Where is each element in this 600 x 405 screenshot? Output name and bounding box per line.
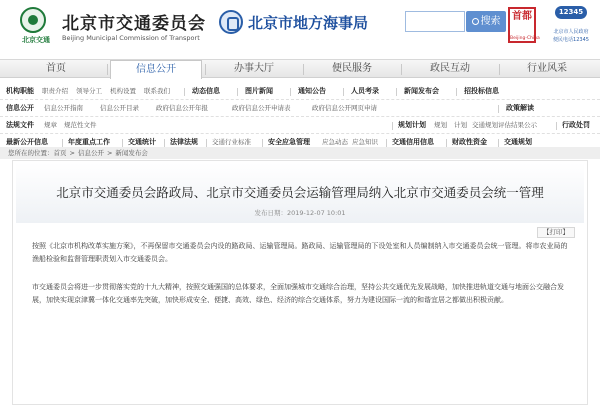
search-input[interactable] bbox=[405, 11, 465, 32]
search-button[interactable] bbox=[466, 11, 506, 32]
sub-nav bbox=[0, 83, 600, 145]
nav-item-services[interactable]: 办事大厅 bbox=[234, 63, 274, 74]
print-button[interactable]: 【打印】 bbox=[537, 227, 575, 238]
subnav-link[interactable]: 应急知识 bbox=[352, 138, 378, 146]
subnav-divider bbox=[446, 139, 447, 147]
subnav-link[interactable]: 图片新闻 bbox=[245, 87, 273, 95]
subnav-divider bbox=[498, 139, 499, 147]
subnav-link[interactable]: 新闻发布会 bbox=[404, 87, 439, 95]
subnav-divider bbox=[206, 139, 207, 147]
hotline-line1: 北京市人民政府 bbox=[553, 29, 589, 35]
subnav-link[interactable]: 信息公开指南 bbox=[44, 104, 83, 112]
search-icon bbox=[472, 18, 479, 25]
site-logo[interactable] bbox=[14, 7, 52, 45]
breadcrumb-separator: > bbox=[69, 149, 75, 157]
hotline-number: 12345 bbox=[555, 6, 587, 19]
logo-emblem-icon bbox=[20, 7, 46, 33]
subnav-link[interactable]: 交通规划评估结果公示 bbox=[472, 121, 537, 129]
subnav-link[interactable]: 领导分工 bbox=[76, 87, 102, 95]
search-button-label: 搜索 bbox=[480, 16, 501, 27]
subnav-divider bbox=[343, 88, 344, 96]
subnav-divider bbox=[556, 122, 557, 130]
subnav-link[interactable]: 交通信用信息 bbox=[392, 138, 434, 146]
nav-item-industry[interactable]: 行业风采 bbox=[527, 63, 567, 74]
subnav-link[interactable]: 法律法规 bbox=[170, 138, 198, 146]
subnav-link[interactable]: 通知公告 bbox=[298, 87, 326, 95]
subnav-divider bbox=[396, 88, 397, 96]
subnav-link[interactable]: 联系我们 bbox=[144, 87, 170, 95]
subnav-link[interactable]: 交通规划 bbox=[504, 138, 532, 146]
subnav-link[interactable]: 规范性文件 bbox=[64, 121, 97, 129]
subnav-divider bbox=[184, 88, 185, 96]
capital-badge-caption: Beijing-China bbox=[510, 36, 540, 41]
subnav-link[interactable]: 安全应急管理 bbox=[268, 138, 310, 146]
subnav-link[interactable]: 职责介绍 bbox=[42, 87, 68, 95]
capital-badge[interactable] bbox=[508, 7, 540, 43]
site-header bbox=[0, 0, 600, 55]
subnav-row bbox=[0, 117, 600, 134]
subnav-link[interactable]: 动态信息 bbox=[192, 87, 220, 95]
subnav-link[interactable]: 规划 bbox=[434, 121, 447, 129]
subnav-divider bbox=[122, 139, 123, 147]
breadcrumb bbox=[0, 147, 600, 159]
subnav-link[interactable]: 信息公开目录 bbox=[100, 104, 139, 112]
nav-divider bbox=[499, 64, 500, 75]
subnav-divider bbox=[290, 88, 291, 96]
article-paragraph: 按照《北京市机构改革实施方案》，不再保留市交通委员会内设的路政局、运输管理局。路政局、运输管理局的下设处室和人员编制纳入市交通委员会统一管理。将市农业局的渔船检验和监督管理职责划入市交通委员会。 bbox=[32, 242, 568, 263]
nav-item-interaction[interactable]: 政民互动 bbox=[430, 63, 470, 74]
nav-divider bbox=[401, 64, 402, 75]
subnav-link[interactable]: 应急动态 bbox=[322, 138, 348, 146]
subnav-link[interactable]: 人员考录 bbox=[351, 87, 379, 95]
subnav-row bbox=[0, 83, 600, 100]
subnav-link[interactable]: 交通统计 bbox=[128, 138, 156, 146]
maritime-seal-icon bbox=[219, 10, 243, 34]
subnav-link[interactable]: 规章 bbox=[44, 121, 57, 129]
nav-divider bbox=[205, 64, 206, 75]
subnav-link[interactable]: 招投标信息 bbox=[464, 87, 499, 95]
subnav-link[interactable]: 机构设置 bbox=[110, 87, 136, 95]
subnav-row bbox=[0, 100, 600, 117]
subnav-link[interactable]: 规划计划 bbox=[398, 121, 426, 129]
nav-item-convenience[interactable]: 便民服务 bbox=[332, 63, 372, 74]
subnav-divider bbox=[392, 122, 393, 130]
breadcrumb-link-current[interactable]: 新闻发布会 bbox=[115, 149, 148, 157]
breadcrumb-link-info[interactable]: 信息公开 bbox=[77, 149, 104, 157]
subnav-link[interactable]: 机构职能 bbox=[6, 87, 34, 95]
capital-badge-text: 首都 bbox=[512, 11, 532, 22]
nav-item-home[interactable]: 首页 bbox=[46, 63, 66, 74]
subnav-link[interactable]: 信息公开 bbox=[6, 104, 34, 112]
breadcrumb-prefix: 您所在的位置： bbox=[8, 149, 54, 157]
subnav-link[interactable]: 政府信息公开申请表 bbox=[232, 104, 291, 112]
article-paragraph: 市交通委员会将进一步贯彻落实党的十九大精神，按照交通强国的总体要求，全面加强城市交通综合治理，坚持公共交通优先发展战略，加快推进轨道交通与地面公交融合发展，加快实现京津冀一体化交通率先突破，加快形成安全、便捷、高效、绿色、经济的综合交通体系，努力为建设国际一流的和谐宜居之都做出积极贡献。 bbox=[32, 283, 564, 304]
subnav-link[interactable]: 政府信息公开网页申请 bbox=[312, 104, 377, 112]
breadcrumb-link-home[interactable]: 首页 bbox=[53, 149, 67, 157]
subnav-link[interactable]: 计划 bbox=[454, 121, 467, 129]
breadcrumb-separator: > bbox=[106, 149, 113, 157]
subnav-link[interactable]: 最新公开信息 bbox=[6, 138, 48, 146]
nav-divider bbox=[303, 64, 304, 75]
hotline-line2: 便民电话12345 bbox=[553, 37, 589, 43]
subnav-link[interactable]: 行政处罚 bbox=[562, 121, 590, 129]
subnav-link[interactable]: 政策解读 bbox=[506, 104, 534, 112]
subnav-link[interactable]: 政府信息公开年报 bbox=[156, 104, 208, 112]
article-date: 发布日期：2019-12-07 10:01 bbox=[254, 209, 346, 217]
subnav-divider bbox=[386, 139, 387, 147]
hotline-badge[interactable] bbox=[549, 6, 595, 46]
subnav-link[interactable]: 年度重点工作 bbox=[68, 138, 110, 146]
site-subtitle: Beijing Municipal Commission of Transport bbox=[62, 34, 200, 42]
subnav-divider bbox=[498, 105, 499, 113]
subnav-link[interactable]: 财政性资金 bbox=[452, 138, 487, 146]
article-title: 北京市交通委员会路政局、北京市交通委员会运输管理局纳入北京市交通委员会统一管理 bbox=[56, 185, 544, 200]
subnav-divider bbox=[262, 139, 263, 147]
nav-item-info[interactable]: 信息公开 bbox=[110, 60, 202, 79]
maritime-title[interactable]: 北京市地方海事局 bbox=[248, 14, 369, 32]
subnav-link[interactable]: 法规文件 bbox=[6, 121, 34, 129]
main-nav bbox=[0, 59, 600, 78]
nav-divider bbox=[107, 64, 108, 75]
subnav-divider bbox=[164, 139, 165, 147]
site-title[interactable]: 北京市交通委员会 bbox=[62, 14, 206, 34]
subnav-divider bbox=[62, 139, 63, 147]
subnav-link[interactable]: 交通行业标准 bbox=[212, 138, 251, 146]
logo-text: 北京交通 bbox=[22, 36, 50, 44]
subnav-divider bbox=[237, 88, 238, 96]
subnav-divider bbox=[456, 88, 457, 96]
